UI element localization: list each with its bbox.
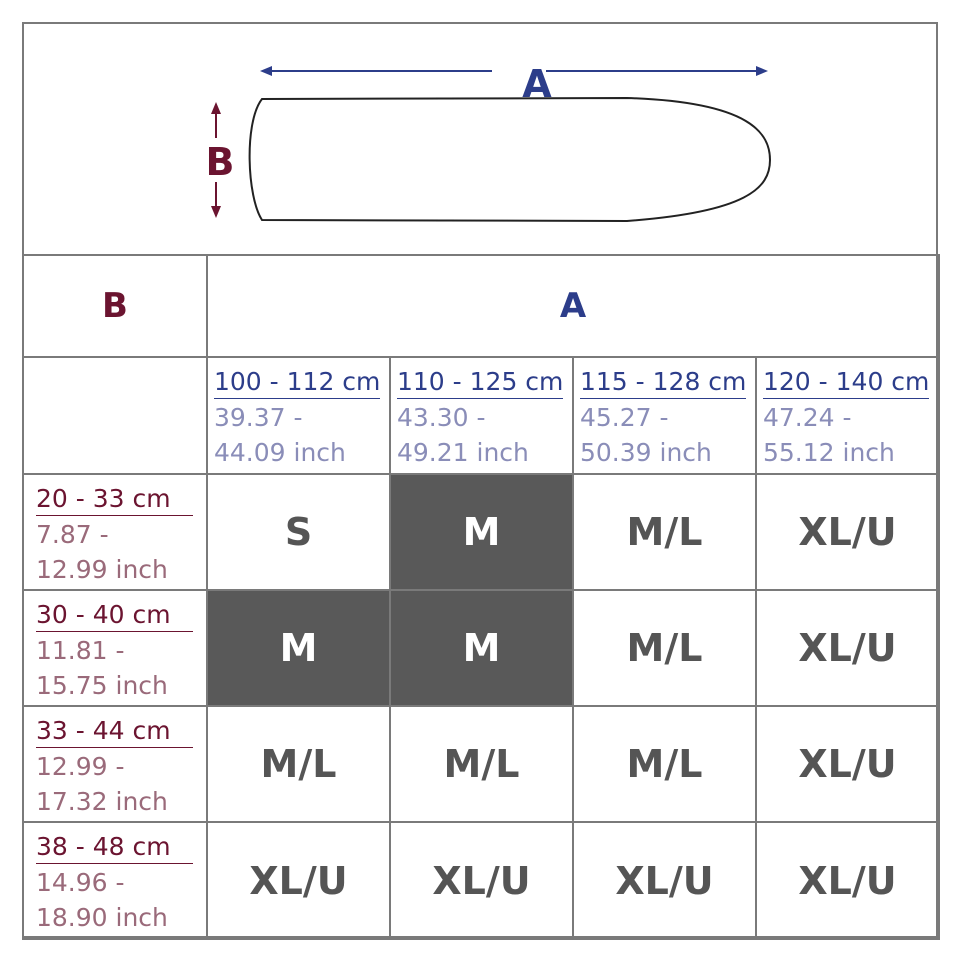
- column-inch-from: 47.24 -: [763, 402, 852, 432]
- table-row: [23, 822, 939, 939]
- row-range-4: [23, 822, 207, 939]
- dimension-b-arrow-top: [211, 102, 221, 114]
- ironing-board-diagram: [22, 22, 938, 254]
- dimension-a-label: A: [522, 62, 552, 106]
- size-cell: XL/U: [756, 822, 939, 939]
- size-cell: M/L: [573, 474, 756, 590]
- row-cm: 30 - 40 cm: [36, 601, 193, 632]
- column-range-2: [390, 357, 573, 474]
- size-cell: M/L: [573, 590, 756, 706]
- table-row: [23, 474, 939, 590]
- row-range-3: [23, 706, 207, 822]
- table-row: [23, 706, 939, 822]
- table-row: [23, 590, 939, 706]
- dimension-a-arrow-left: [260, 66, 272, 76]
- header-b: B: [23, 255, 207, 357]
- column-cm: 110 - 125 cm: [397, 368, 563, 399]
- column-range-row: [23, 357, 939, 474]
- dimension-b-label: B: [205, 140, 235, 184]
- size-cell: M: [390, 474, 573, 590]
- column-range-1: [207, 357, 390, 474]
- row-inch-to: 18.90 inch: [36, 903, 168, 933]
- row-inch-from: 14.96 -: [36, 867, 125, 897]
- dimension-a-arrow-right: [756, 66, 768, 76]
- column-inch-to: 44.09 inch: [214, 438, 346, 468]
- column-cm: 120 - 140 cm: [763, 368, 929, 399]
- row-range-2: [23, 590, 207, 706]
- column-cm: 115 - 128 cm: [580, 368, 746, 399]
- size-cell: XL/U: [756, 706, 939, 822]
- row-range-1: [23, 474, 207, 590]
- size-cell: M/L: [207, 706, 390, 822]
- column-inch-from: 43.30 -: [397, 402, 486, 432]
- row-inch-to: 17.32 inch: [36, 787, 168, 817]
- row-inch-to: 12.99 inch: [36, 555, 168, 585]
- row-inch-from: 12.99 -: [36, 751, 125, 781]
- ironing-board-outline: [250, 98, 770, 221]
- column-inch-to: 49.21 inch: [397, 438, 529, 468]
- size-cell: XL/U: [756, 590, 939, 706]
- column-range-3: [573, 357, 756, 474]
- size-cell: XL/U: [207, 822, 390, 939]
- header-row: [23, 255, 939, 357]
- dimension-b-arrow-bottom: [211, 206, 221, 218]
- size-cell: M: [390, 590, 573, 706]
- row-cm: 38 - 48 cm: [36, 833, 193, 864]
- size-table: [22, 254, 940, 940]
- row-cm: 20 - 33 cm: [36, 485, 193, 516]
- header-a: A: [207, 255, 939, 357]
- column-inch-to: 50.39 inch: [580, 438, 712, 468]
- size-cell: XL/U: [573, 822, 756, 939]
- row-cm: 33 - 44 cm: [36, 717, 193, 748]
- size-cell: M/L: [573, 706, 756, 822]
- size-cell: M: [207, 590, 390, 706]
- column-inch-from: 39.37 -: [214, 402, 303, 432]
- size-cell: XL/U: [390, 822, 573, 939]
- row-inch-from: 11.81 -: [36, 635, 125, 665]
- size-cell: M/L: [390, 706, 573, 822]
- row-inch-from: 7.87 -: [36, 519, 109, 549]
- size-cell: XL/U: [756, 474, 939, 590]
- row-inch-to: 15.75 inch: [36, 671, 168, 701]
- column-inch-to: 55.12 inch: [763, 438, 895, 468]
- column-cm: 100 - 112 cm: [214, 368, 380, 399]
- corner-cell: [23, 357, 207, 474]
- ironing-board-drawing: [22, 22, 938, 254]
- column-range-4: [756, 357, 939, 474]
- column-inch-from: 45.27 -: [580, 402, 669, 432]
- size-cell: S: [207, 474, 390, 590]
